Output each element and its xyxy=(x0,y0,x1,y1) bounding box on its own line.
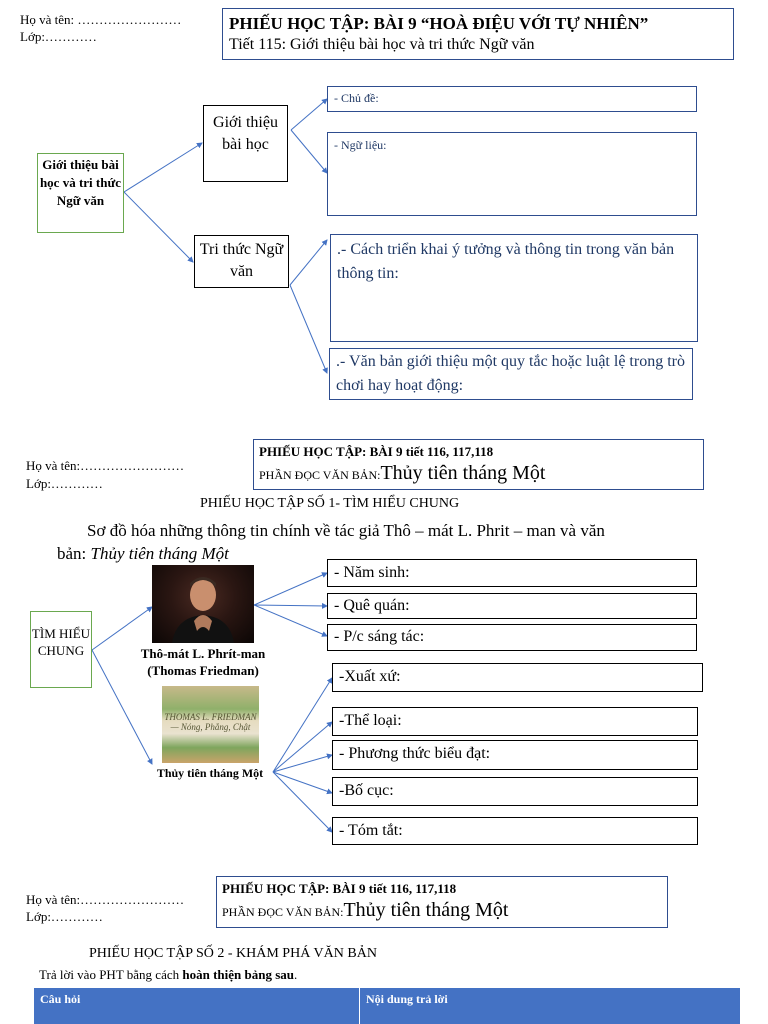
name-label-3: Họ và tên:…………………… xyxy=(26,892,185,907)
mindmap-root: Giới thiệu bài học và tri thức Ngữ văn xyxy=(37,153,124,233)
work-expression-mode: - Phương thức biểu đạt: xyxy=(332,740,698,770)
worksheet-header-3 xyxy=(216,876,668,928)
book-cover-text: THOMAS L. FRIEDMAN — Nóng, Phẳng, Chật xyxy=(164,712,257,732)
work-structure: -Bố cục: xyxy=(332,777,698,806)
worksheet-title-2: PHIẾU HỌC TẬP: BÀI 9 tiết 116, 117,118 xyxy=(259,444,494,459)
instruction-line-1: Sơ đồ hóa những thông tin chính về tác giả Thô – mát L. Phrit – man và văn xyxy=(87,521,605,540)
book-cover xyxy=(162,686,259,763)
class-label: Lớp:………… xyxy=(20,29,97,44)
name-label-2: Họ và tên:…………………… xyxy=(26,458,185,473)
author-birth-year: - Năm sinh: xyxy=(327,559,697,587)
author-portrait-icon xyxy=(152,565,254,643)
sheet-title-1: PHIẾU HỌC TẬP SỐ 1- TÌM HIỂU CHUNG xyxy=(200,496,460,511)
branch-intro: Giới thiệu bài học xyxy=(203,105,288,182)
work-summary: - Tóm tắt: xyxy=(332,817,698,845)
leaf-topic: - Chủ đề: xyxy=(327,86,697,112)
table-header-question: Câu hỏi xyxy=(34,988,359,1024)
book-caption: Thủy tiên tháng Một xyxy=(156,766,264,780)
instruction-line-2: bản: Thủy tiên tháng Một xyxy=(57,544,229,563)
leaf-materials: - Ngữ liệu: xyxy=(327,132,697,216)
worksheet-header-2 xyxy=(253,439,704,490)
author-writing-style: - P/c sáng tác: xyxy=(327,624,697,651)
worksheet-title-3: PHIẾU HỌC TẬP: BÀI 9 tiết 116, 117,118 xyxy=(222,881,457,896)
leaf-idea-development: .- Cách triển khai ý tưởng và thông tin trong văn bản thông tin: xyxy=(330,234,698,342)
branch-knowledge: Tri thức Ngữ văn xyxy=(194,235,289,288)
leaf-rules-text: .- Văn bản giới thiệu một quy tắc hoặc luật lệ trong trò chơi hay hoạt động: xyxy=(329,348,693,400)
sheet-title-2: PHIẾU HỌC TẬP SỐ 2 - KHÁM PHÁ VĂN BẢN xyxy=(89,946,377,961)
author-caption: Thô-mát L. Phrít-man (Thomas Friedman) xyxy=(140,646,266,678)
worksheet-subtitle: Tiết 115: Giới thiệu bài học và tri thức Ngữ văn xyxy=(229,36,535,53)
worksheet-title: PHIẾU HỌC TẬP: BÀI 9 “HOÀ ĐIỆU VỚI TỰ NHIÊN” xyxy=(229,14,649,33)
name-label: Họ và tên: …………………… xyxy=(20,12,182,27)
work-origin: -Xuất xứ: xyxy=(332,663,703,692)
worksheet-subtitle-2: PHẦN ĐỌC VĂN BẢN:Thủy tiên tháng Một xyxy=(259,462,546,484)
author-hometown: - Quê quán: xyxy=(327,593,697,619)
class-label-3: Lớp:………… xyxy=(26,909,103,924)
table-header-answer: Nội dung trả lời xyxy=(360,988,740,1024)
worksheet-subtitle-3: PHẦN ĐỌC VĂN BẢN:Thủy tiên tháng Một xyxy=(222,899,509,921)
instruction-3: Trả lời vào PHT bằng cách hoàn thiện bảng sau. xyxy=(39,967,298,982)
class-label-2: Lớp:………… xyxy=(26,476,103,491)
author-photo xyxy=(152,565,254,643)
worksheet-header xyxy=(222,8,734,60)
work-genre: -Thể loại: xyxy=(332,707,698,736)
mindmap-root-2: TÌM HIỂU CHUNG xyxy=(30,611,92,688)
